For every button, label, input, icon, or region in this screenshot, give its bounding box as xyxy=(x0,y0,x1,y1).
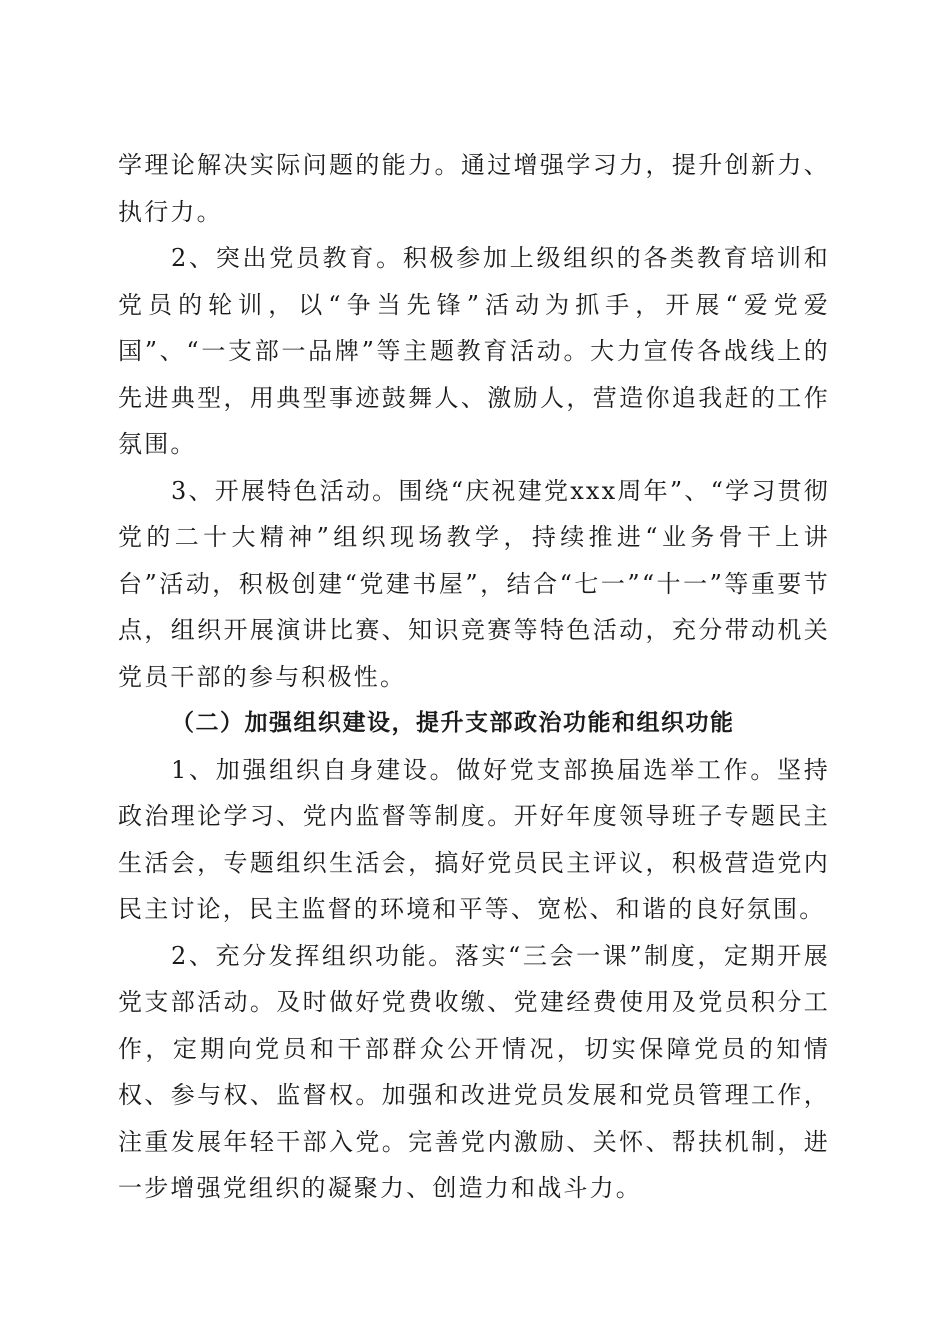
paragraph-special-activities: 3、开展特色活动。围绕“庆祝建党xxx周年”、“学习贯彻党的二十大精神”组织现场教学，持续推进“业务骨干上讲台”活动，积极创建“党建书屋”，结合“七一”“十一”等重要节点，组织开展演讲比赛、知识竞赛等特色活动，充分带动机关党员干部的参与积极性。 xyxy=(118,476,830,691)
paragraph-continuation: 学理论解决实际问题的能力。通过增强学习力，提升创新力、执行力。 xyxy=(118,151,830,226)
document-body xyxy=(118,142,830,1212)
paragraph-organization-function: 2、充分发挥组织功能。落实“三会一课”制度，定期开展党支部活动。及时做好党费收缴、党建经费使用及党员积分工作，定期向党员和干部群众公开情况，切实保障党员的知情权、参与权、监督权。加强和改进党员发展和党员管理工作，注重发展年轻干部入党。完善党内激励、关怀、帮扶机制，进一步增强党组织的凝聚力、创造力和战斗力。 xyxy=(118,941,830,1202)
paragraph-organization-self-building: 1、加强组织自身建设。做好党支部换届选举工作。坚持政治理论学习、党内监督等制度。开好年度领导班子专题民主生活会，专题组织生活会，搞好党员民主评议，积极营造党内民主讨论，民主监督的环境和平等、宽松、和谐的良好氛围。 xyxy=(118,755,830,923)
paragraph-party-member-education: 2、突出党员教育。积极参加上级组织的各类教育培训和党员的轮训，以“争当先锋”活动为抓手，开展“爱党爱国”、“一支部一品牌”等主题教育活动。大力宣传各战线上的先进典型，用典型事迹鼓舞人、激励人，营造你追我赶的工作氛围。 xyxy=(118,244,830,458)
section-heading-organization-building: （二）加强组织建设，提升支部政治功能和组织功能 xyxy=(171,709,735,736)
